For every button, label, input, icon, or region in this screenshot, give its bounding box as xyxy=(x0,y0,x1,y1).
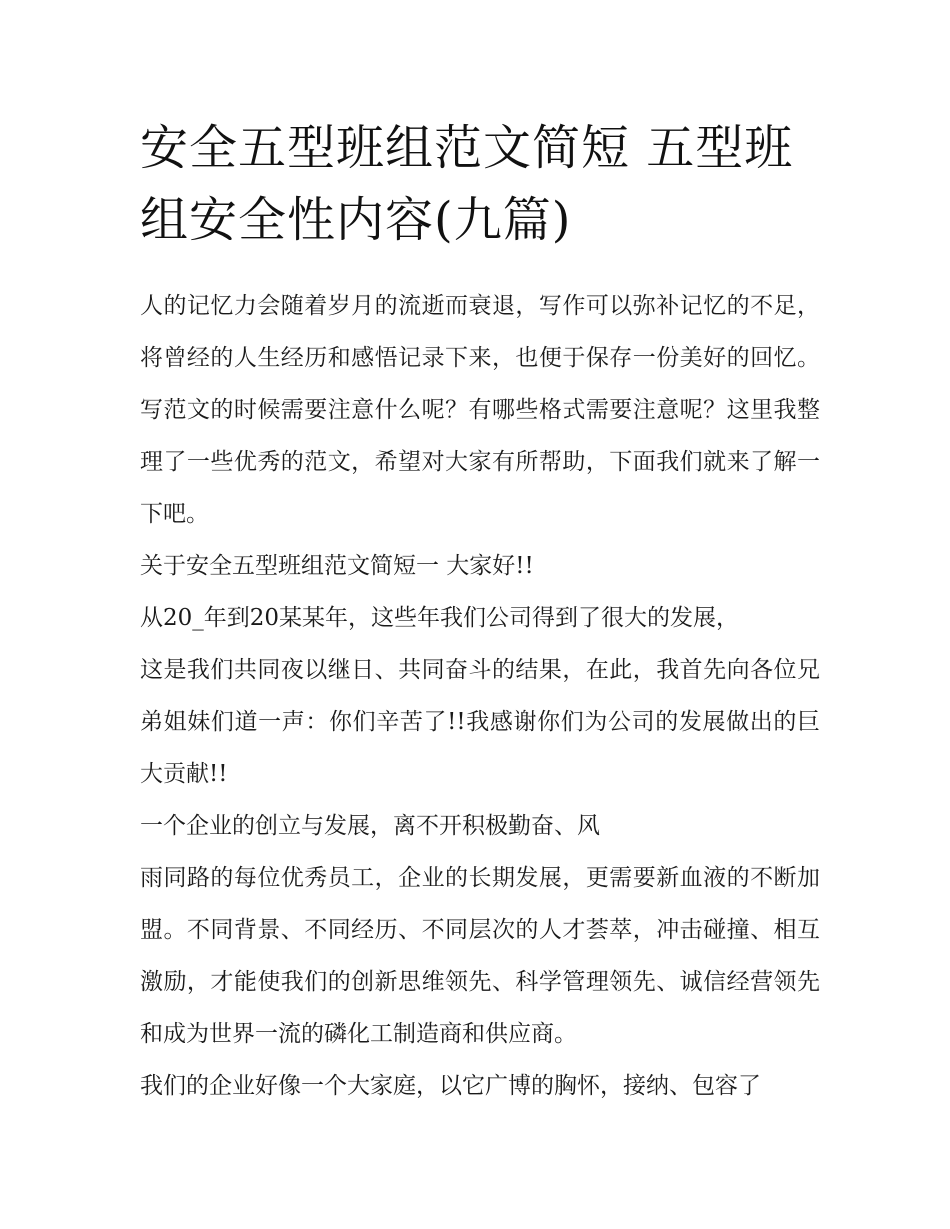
body-paragraph: 我们的企业好像一个大家庭，以它广博的胸怀，接纳、包容了 xyxy=(140,1073,761,1099)
body-paragraph: 这是我们共同夜以继日、共同奋斗的结果，在此，我首先向各位兄弟姐妹们道一声：你们辛苦了!!我感谢你们为公司的发展做出的巨大贡献!! xyxy=(140,657,820,787)
intro-paragraph: 人的记忆力会随着岁月的流逝而衰退，写作可以弥补记忆的不足，将曾经的人生经历和感悟记录下来，也便于保存一份美好的回忆。写范文的时候需要注意什么呢？有哪些格式需要注意呢？这里我整理了一些优秀的范文，希望对大家有所帮助，下面我们就来了解一下吧。 xyxy=(140,293,820,527)
body-paragraph: 一个企业的创立与发展，离不开积极勤奋、风 xyxy=(140,813,600,839)
document-body xyxy=(140,280,820,1112)
body-paragraph: 从20_年到20某某年，这些年我们公司得到了很大的发展， xyxy=(140,605,740,631)
section-heading-line: 关于安全五型班组范文简短一 大家好!! xyxy=(140,553,534,579)
body-paragraph: 雨同路的每位优秀员工，企业的长期发展，更需要新血液的不断加盟。不同背景、不同经历、不同层次的人才荟萃，冲击碰撞、相互激励，才能使我们的创新思维领先、科学管理领先、诚信经营领先和成为世界一流的磷化工制造商和供应商。 xyxy=(140,865,820,1047)
document-title: 安全五型班组范文简短 五型班组安全性内容(九篇) xyxy=(140,120,794,248)
